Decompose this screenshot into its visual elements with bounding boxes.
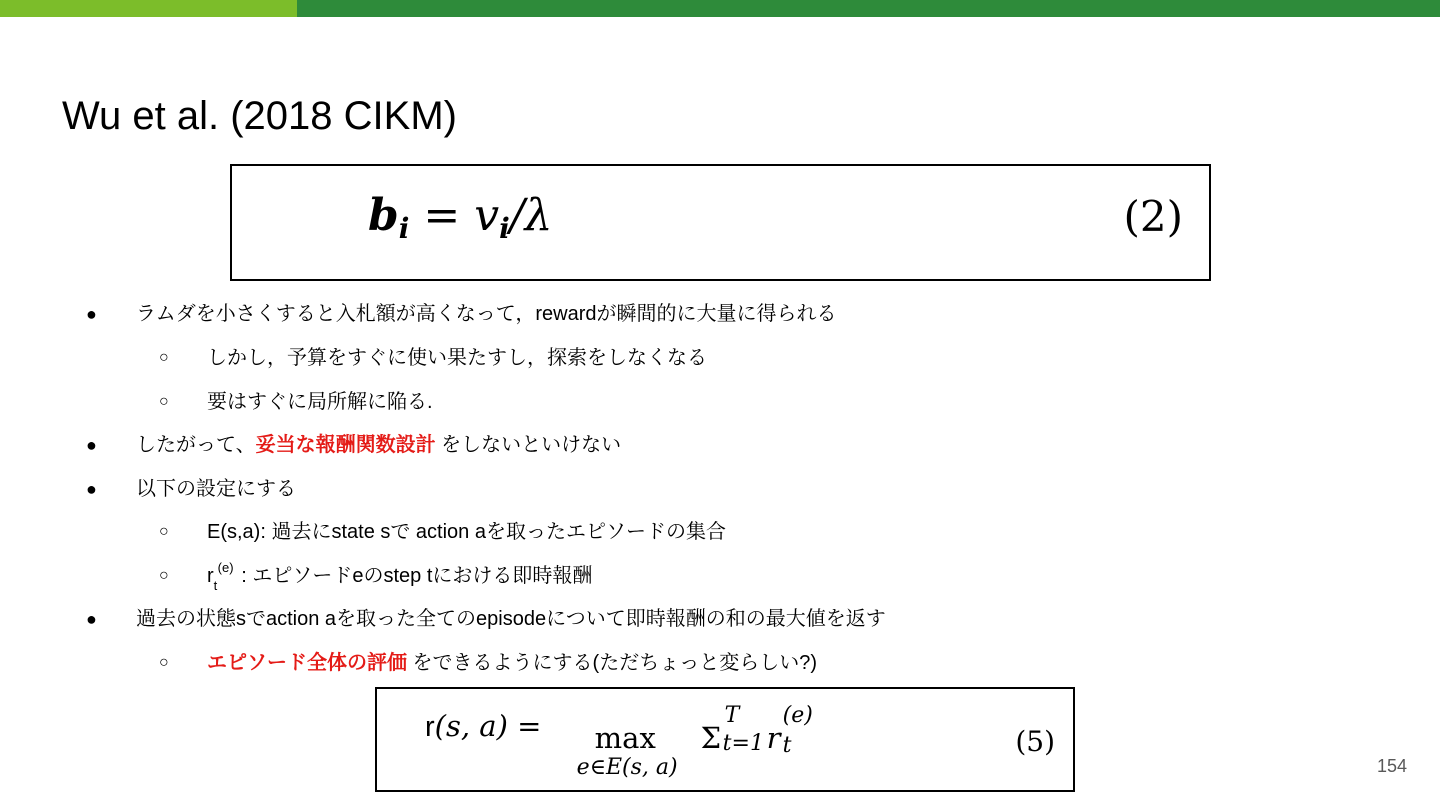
eq-symbol-r: r <box>766 721 781 755</box>
eq-subscript-i: i <box>499 212 510 245</box>
reward-subscript: t <box>213 578 218 593</box>
eq-r-superscript: (e) <box>782 703 813 728</box>
eq-sigma: Σ <box>700 721 722 755</box>
eq-divide-lambda: /λ <box>509 190 553 241</box>
page-number: 154 <box>1376 756 1407 776</box>
bullet-item <box>86 301 837 327</box>
sub-bullet-item <box>159 345 707 371</box>
bullet-item <box>86 476 296 502</box>
highlight-text: エピソード全体の評価 <box>207 652 407 674</box>
bullet-text: しかし，予算をすぐに使い果たすし，探索をしなくなる <box>207 347 707 369</box>
sub-bullet-marker: ○ <box>159 654 169 671</box>
bullet-item <box>86 606 886 632</box>
bullet-text: 以下の設定にする <box>136 478 296 500</box>
eq-max: max <box>594 721 656 755</box>
eq-equals: = <box>409 190 475 241</box>
bullet-marker: ● <box>86 609 97 629</box>
bullet-marker: ● <box>86 435 97 455</box>
sub-bullet-marker: ○ <box>159 523 169 540</box>
equation-formula <box>368 190 552 245</box>
bullet-text: ラムダを小さくすると入札額が高くなって，rewardが瞬間的に大量に得られる <box>136 303 837 325</box>
equation-number: (2) <box>1123 192 1183 241</box>
eq-symbol-r: r <box>425 711 435 743</box>
eq-subscript-i: i <box>398 212 410 245</box>
header-accent-bar-dark <box>297 0 1440 17</box>
reward-superscript: (e) <box>217 560 234 575</box>
equation-box-2 <box>230 164 1211 281</box>
eq-args: (s, a) <box>434 709 508 743</box>
equation-box-5 <box>375 687 1075 792</box>
eq-r-subscript: t <box>782 733 792 758</box>
reward-indices <box>213 560 236 593</box>
equation-number: (5) <box>1015 725 1055 758</box>
sub-bullet-item <box>159 650 817 676</box>
bullet-text: : エピソードeのstep tにおける即時報酬 <box>235 565 593 587</box>
equation-formula <box>425 703 831 780</box>
header-accent-bar-light <box>0 0 297 17</box>
sub-bullet-item <box>159 519 726 545</box>
bullet-text: をできるようにする(ただちょっと変らしい?) <box>407 652 817 674</box>
sub-bullet-item <box>159 560 593 593</box>
eq-max-subscript: e∈E(s, a) <box>576 755 678 780</box>
bullet-text: E(s,a): 過去にstate sで action aを取ったエピソードの集合 <box>207 521 726 543</box>
bullet-text: をしないといけない <box>435 434 622 456</box>
bullet-text: したがって、 <box>136 434 256 456</box>
bullet-marker: ● <box>86 479 97 499</box>
sub-bullet-marker: ○ <box>159 567 169 584</box>
sub-bullet-item <box>159 389 433 415</box>
bullet-text: 要はすぐに局所解に陥る. <box>207 391 433 413</box>
reward-symbol: r <box>207 565 214 587</box>
eq-sum-upper: T <box>724 703 740 728</box>
eq-symbol-v: v <box>474 190 500 241</box>
sub-bullet-marker: ○ <box>159 349 169 366</box>
slide-title: Wu et al. (2018 CIKM) <box>62 94 457 138</box>
eq-symbol-b: b <box>368 190 399 241</box>
eq-sum <box>700 703 831 769</box>
eq-max-operator <box>551 709 701 780</box>
eq-sum-lower: t=1 <box>722 731 764 756</box>
highlight-text: 妥当な報酬関数設計 <box>255 434 436 456</box>
eq-equals: = <box>507 709 551 743</box>
bullet-marker: ● <box>86 304 97 324</box>
bullet-text: 過去の状態sでaction aを取った全てのepisodeについて即時報酬の和の最大値を返す <box>136 608 886 630</box>
sub-bullet-marker: ○ <box>159 393 169 410</box>
bullet-item <box>86 432 622 458</box>
